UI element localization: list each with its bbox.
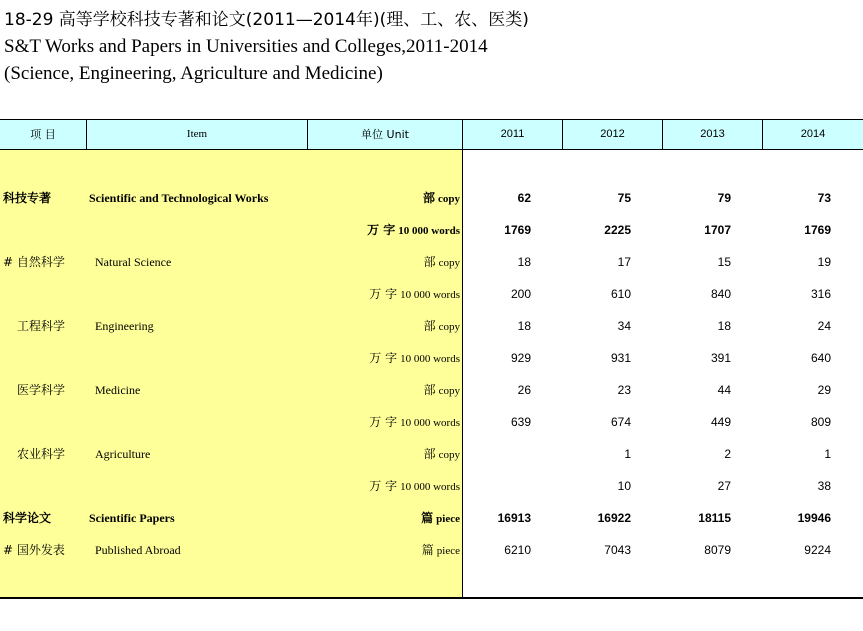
value-cell: 840 [710,287,731,301]
value-cell: 8079 [704,543,731,557]
row-unit [260,348,460,368]
value-cell: 17 [617,255,631,269]
row-unit-en: copy [438,193,460,205]
value-cell: 79 [717,191,731,205]
row-label-cn: # 国外发表 [3,543,65,557]
header-year-2011: 2011 [463,120,563,149]
table-row [0,508,863,528]
row-label-en: Medicine [95,383,141,397]
value-cell: 18115 [698,511,731,525]
value-cell: 44 [717,383,731,397]
value-cell: 200 [510,287,531,301]
label-column-background [0,150,462,597]
row-label-en: Engineering [95,319,154,333]
row-label-cn: 工程科学 [17,319,66,333]
value-cell: 29 [817,383,831,397]
table-title-en: S&T Works and Papers in Universities and Colleges,2011-2014 [4,36,488,57]
value-cell: 316 [810,287,831,301]
value-cell: 16922 [597,511,631,525]
row-unit-en: copy [438,385,460,397]
table-title-cn: 18-29 高等学校科技专著和论文(2011—2014年)(理、工、农、医类) [4,10,529,30]
table-row [0,380,863,400]
row-label-en: Natural Science [95,255,172,269]
row-unit-cn: 部 [423,383,436,397]
value-cell: 27 [717,479,731,493]
value-cell: 1 [824,447,831,461]
row-unit [260,444,460,464]
value-cell: 6210 [504,543,531,557]
row-unit-en: 10 000 words [400,481,460,493]
value-cell: 2 [724,447,731,461]
value-cell [441,476,531,496]
table-row [0,444,863,464]
value-cell: 809 [810,415,831,429]
row-label-en: Agriculture [95,447,151,461]
table-row [0,476,863,496]
row-unit-en: piece [436,513,460,525]
value-cell: 391 [710,351,731,365]
value-cell: 18 [717,319,731,333]
value-cell: 75 [617,191,631,205]
row-unit-cn: 部 [423,319,436,333]
row-label-cn: 科学论文 [3,511,52,525]
value-cell: 15 [717,255,731,269]
table-row [0,412,863,432]
table-bottom-rule [0,597,863,599]
value-cell: 1 [624,447,631,461]
value-cell: 9224 [804,543,831,557]
value-cell: 931 [610,351,631,365]
value-cell: 73 [817,191,831,205]
row-unit-cn: 万 字 [369,479,398,493]
row-unit-cn: 万 字 [367,223,396,237]
value-cell: 1769 [804,223,831,237]
value-cell: 610 [610,287,631,301]
row-unit-cn: 部 [423,255,436,269]
row-unit [260,412,460,432]
value-cell: 449 [710,415,731,429]
row-unit-cn: 万 字 [369,287,398,301]
header-item-cn: 项 目 [0,120,87,149]
header-year-2014: 2014 [800,128,826,140]
row-unit [260,188,460,208]
value-cell: 1769 [504,223,531,237]
value-cell: 38 [817,479,831,493]
row-unit-cn: 部 [423,447,436,461]
row-unit-en: 10 000 words [400,417,460,429]
row-unit-cn: 篇 [421,543,434,557]
row-unit [260,508,460,528]
row-unit-en: copy [438,449,460,461]
row-unit [260,380,460,400]
row-unit-cn: 万 字 [369,415,398,429]
row-label-cn: # 自然科学 [3,255,65,269]
row-unit-en: copy [438,321,460,333]
row-label-en: Scientific Papers [89,511,175,525]
value-cell: 19946 [797,511,831,525]
row-label-en: Scientific and Technological Works [89,191,269,205]
row-unit [260,316,460,336]
value-cell: 674 [610,415,631,429]
table-row [0,348,863,368]
value-cell: 24 [817,319,831,333]
row-unit-en: 10 000 words [400,289,460,301]
value-cell: 19 [817,255,831,269]
row-unit-en: 10 000 words [400,353,460,365]
value-cell: 639 [510,415,531,429]
column-divider [462,150,463,597]
value-cell: 16913 [497,511,531,525]
table-subtitle-en: (Science, Engineering, Agriculture and Medicine) [4,63,383,84]
row-unit [260,540,460,560]
table-header [0,119,863,150]
row-unit [260,476,460,496]
row-unit [260,252,460,272]
row-unit-cn: 万 字 [369,351,398,365]
row-unit [260,220,460,240]
value-cell: 26 [517,383,531,397]
header-year-2013: 2013 [663,120,763,149]
value-cell: 1707 [704,223,731,237]
table-row [0,188,863,208]
value-cell: 18 [517,319,531,333]
header-year-2012: 2012 [563,120,663,149]
row-label-en: Published Abroad [95,543,181,557]
row-label-cn: 医学科学 [17,383,66,397]
row-unit-cn: 部 [422,191,435,205]
table-row [0,252,863,272]
row-unit [260,284,460,304]
value-cell: 929 [510,351,531,365]
row-label-cn: 农业科学 [17,447,66,461]
row-unit-cn: 篇 [421,511,434,525]
value-cell: 23 [617,383,631,397]
table-row [0,284,863,304]
value-cell: 640 [810,351,831,365]
header-item-en: Item [87,120,308,149]
table-row [0,540,863,560]
header-unit: 单位 Unit [308,120,463,149]
table-row [0,316,863,336]
value-cell [438,444,531,464]
table-row [0,220,863,240]
value-cell: 2225 [604,223,631,237]
row-unit-en: piece [436,545,460,557]
value-cell: 10 [617,479,631,493]
row-unit-en: 10 000 words [398,225,460,237]
row-label-cn: 科技专著 [3,191,52,205]
value-cell: 62 [517,191,531,205]
row-unit-en: copy [438,257,460,269]
value-cell: 34 [617,319,631,333]
value-cell: 7043 [604,543,631,557]
value-cell: 18 [517,255,531,269]
